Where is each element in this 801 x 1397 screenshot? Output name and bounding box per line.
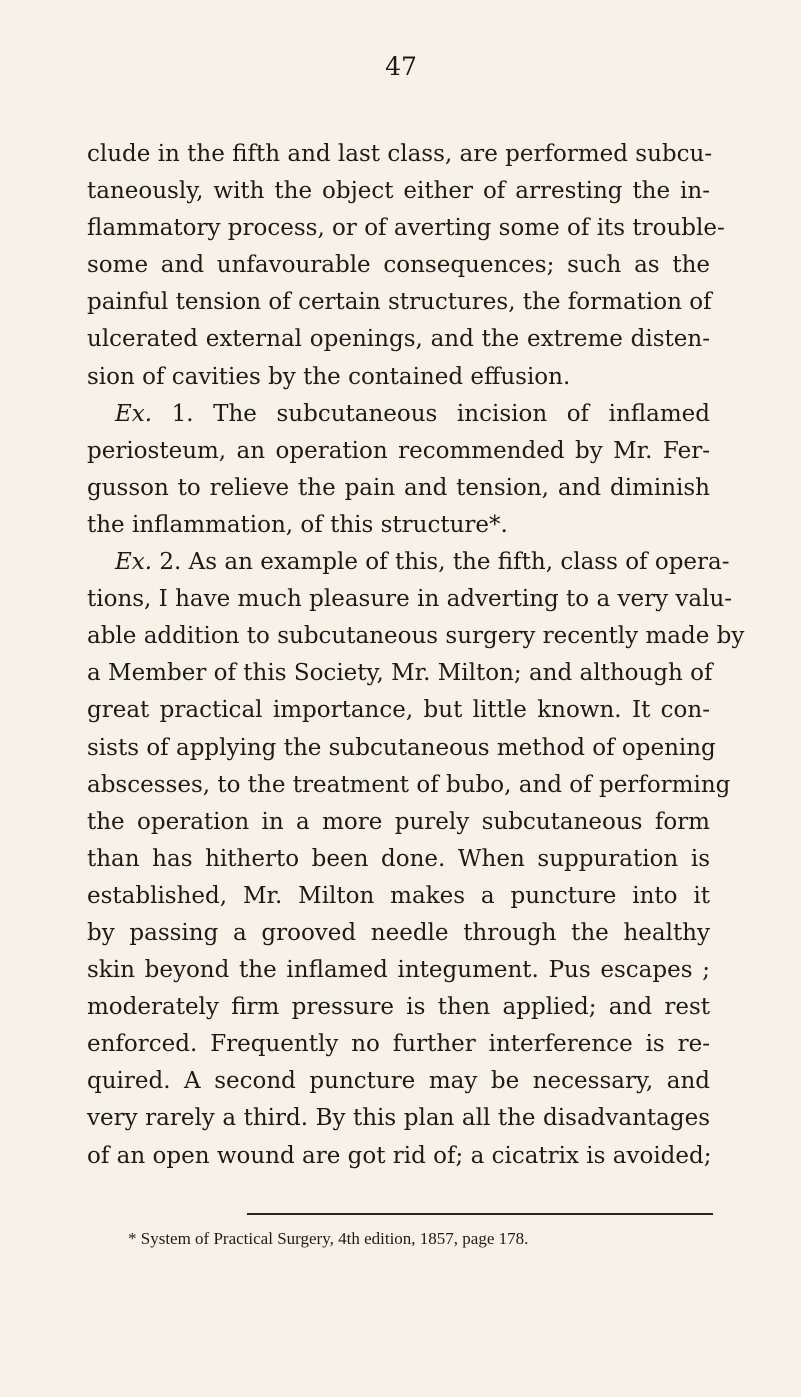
example-label: Ex. [115, 400, 153, 427]
text-line: periosteum, an operation recommended by Mr. Fer- [87, 437, 710, 464]
body-text [87, 136, 745, 1175]
text-line: enforced. Frequently no further interference is re- [87, 1031, 710, 1058]
text-line: the inflammation, of this structure*. [87, 511, 508, 538]
text-line: than has hitherto been done. When suppuration is [87, 845, 710, 872]
footnote: * System of Practical Surgery, 4th edition, 1857, page 178. [128, 1229, 529, 1248]
text-line: gusson to relieve the pain and tension, and diminish [87, 474, 710, 501]
text-line: a Member of this Society, Mr. Milton; and although of [87, 660, 713, 687]
example-text: 1. The subcutaneous incision of inflamed [152, 400, 710, 427]
text-line: the operation in a more purely subcutaneous form [87, 808, 710, 835]
text-line: taneously, with the object either of arresting the in- [87, 178, 710, 205]
text-line: painful tension of certain structures, the formation of [87, 289, 712, 316]
text-line: skin beyond the inflamed integument. Pus escapes ; [87, 957, 710, 984]
footnote-divider [247, 1213, 713, 1215]
text-line: sion of cavities by the contained effusion. [87, 363, 571, 390]
text-line: of an open wound are got rid of; a cicatrix is avoided; [87, 1142, 712, 1169]
text-line: some and unfavourable consequences; such as the [87, 252, 710, 279]
text-line: established, Mr. Milton makes a puncture into it [87, 882, 710, 909]
example-label: Ex. [115, 549, 153, 576]
example-1-first-line [87, 396, 710, 433]
text-line: moderately firm pressure is then applied; and rest [87, 994, 710, 1021]
text-line: quired. A second puncture may be necessary, and [87, 1068, 710, 1095]
text-line: great practical importance, but little known. It con- [87, 697, 710, 724]
text-line: ulcerated external openings, and the extreme disten- [87, 326, 710, 353]
text-line: able addition to subcutaneous surgery recently made by [87, 623, 745, 650]
text-line: flammatory process, or of averting some of its trouble- [87, 215, 725, 242]
text-line: clude in the fifth and last class, are performed subcu- [87, 141, 713, 167]
page-number: 47 [385, 52, 417, 81]
text-line: by passing a grooved needle through the healthy [87, 919, 710, 946]
text-line: tions, I have much pleasure in adverting to a very valu- [87, 586, 733, 613]
text-line: sists of applying the subcutaneous method of opening [87, 734, 716, 761]
example-text: 2. As an example of this, the fifth, class of opera- [152, 549, 730, 576]
example-2-first-line [87, 544, 730, 581]
text-line: abscesses, to the treatment of bubo, and of performing [87, 771, 731, 798]
text-line: very rarely a third. By this plan all the disadvantages [87, 1105, 710, 1132]
